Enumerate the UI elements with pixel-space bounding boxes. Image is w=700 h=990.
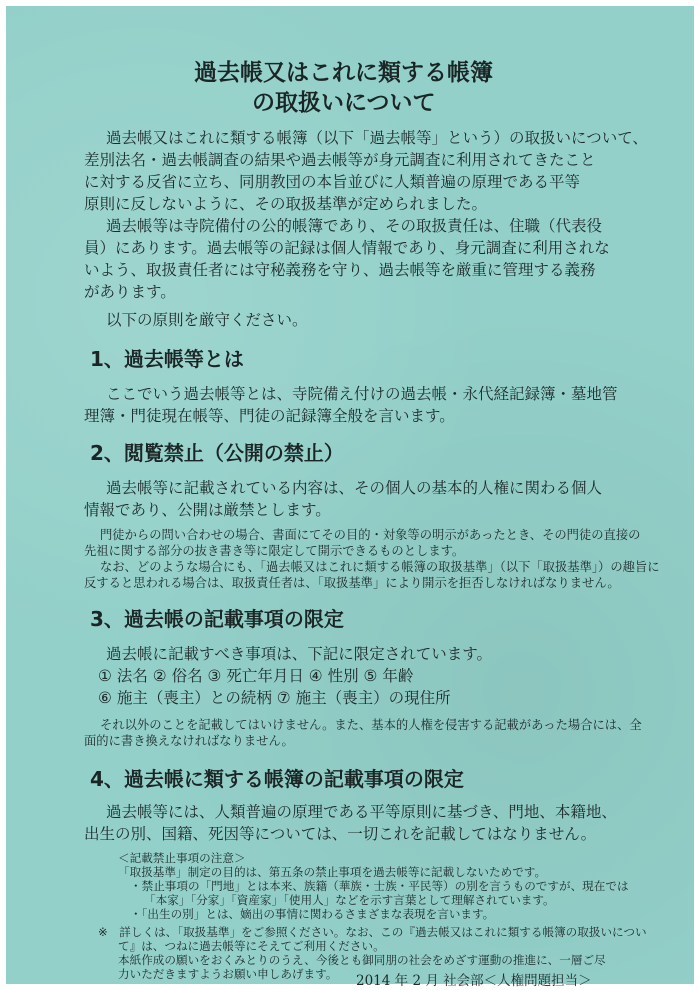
section-3-note-2: 面的に書き換えなければなりません。 bbox=[84, 734, 294, 748]
intro-line-8: があります。 bbox=[84, 283, 176, 301]
footnote-line-3: 本紙作成の願いをおくみとりのうえ、今後とも御同朋の社会をめざす運動の推進に、一層ご尽 bbox=[118, 953, 606, 967]
section-2-line-1: 過去帳等に記載されている内容は、その個人の基本的人権に関わる個人 bbox=[106, 479, 603, 497]
section-3-note-1: それ以外のことを記載してはいけません。また、基本的人権を侵害する記載があった場合には、全 bbox=[100, 718, 642, 732]
section-2-note-2: 先祖に関する部分の抜き書き等に限定して開示できるものとします。 bbox=[84, 544, 465, 558]
section-4-note-1: ＜記載禁止事項の注意＞ bbox=[118, 851, 246, 865]
section-3-heading: 3、過去帳の記載事項の限定 bbox=[90, 607, 344, 631]
title-line-1: 過去帳又はこれに類する帳簿 bbox=[194, 60, 493, 86]
intro-line-3: に対する反省に立ち、同朋教団の本旨並びに人類普遍の原理である平等 bbox=[84, 173, 581, 191]
section-4-line-2: 出生の別、国籍、死因等については、一切これを記載してはなりません。 bbox=[84, 825, 597, 843]
section-1-line-1: ここでいう過去帳等とは、寺院備え付けの過去帳・永代経記録簿・墓地管 bbox=[106, 385, 618, 403]
section-2-note-1: 門徒からの問い合わせの場合、書面にてその目的・対象等の明示があったとき、その門徒の直接の bbox=[100, 528, 641, 542]
principles-intro: 以下の原則を厳守ください。 bbox=[106, 311, 308, 329]
section-4-note-3: ・禁止事項の「門地」とは本来、族籍（華族・士族・平民等）の別を言うものですが、現在では bbox=[130, 879, 629, 893]
section-3-items-1: ① 法名 ② 俗名 ③ 死亡年月日 ④ 性別 ⑤ 年齢 bbox=[98, 667, 414, 685]
section-4-line-1: 過去帳等には、人類普遍の原理である平等原則に基づき、門地、本籍地、 bbox=[106, 803, 617, 821]
section-2-heading: 2、閲覧禁止（公開の禁止） bbox=[90, 441, 344, 465]
intro-line-4: 原則に反しないように、その取扱基準が定められました。 bbox=[84, 195, 488, 213]
intro-line-7: いよう、取扱責任者には守秘義務を守り、過去帳等を厳重に管理する義務 bbox=[84, 261, 596, 279]
section-1-line-2: 理簿・門徒現在帳等、門徒の記録簿全般を言います。 bbox=[84, 407, 455, 425]
intro-line-6: 員）にあります。過去帳等の記録は個人情報であり、身元調査に利用されな bbox=[84, 239, 610, 257]
section-1-heading: 1、過去帳等とは bbox=[90, 347, 244, 371]
intro-line-1: 過去帳又はこれに類する帳簿（以下「過去帳等」という）の取扱いについて、 bbox=[106, 129, 648, 147]
footnote-line-2: て』は、つねに過去帳等にそえてご利用ください。 bbox=[118, 939, 385, 953]
intro-line-2: 差別法名・過去帳調査の結果や過去帳等が身元調査に利用されてきたこと bbox=[84, 151, 596, 169]
footnote-line-4: 力いただきますようお願い申しあげます。 bbox=[118, 967, 338, 981]
section-4-note-2: 「取扱基準」制定の目的は、第五条の禁止事項を過去帳等に記載しないためです。 bbox=[118, 865, 547, 879]
title-line-2: の取扱いについて bbox=[252, 90, 436, 116]
signature: 2014 年 2 月 社会部＜人権問題担当＞ bbox=[356, 973, 592, 989]
intro-line-5: 過去帳等は寺院備付の公的帳簿であり、その取扱責任は、住職（代表役 bbox=[106, 217, 603, 235]
section-3-line-1: 過去帳に記載すべき事項は、下記に限定されています。 bbox=[106, 645, 492, 663]
section-3-items-2: ⑥ 施主（喪主）との続柄 ⑦ 施主（喪主）の現住所 bbox=[98, 689, 451, 707]
section-4-note-5: ・「出生の別」とは、嫡出の事情に関わるさまざまな表現を言います。 bbox=[130, 907, 495, 921]
section-4-note-4: 「本家」「分家」「資産家」「使用人」などを示す言葉として理解されています。 bbox=[144, 893, 555, 907]
footnote-line-1: ※ 詳しくは、「取扱基準」をご参照ください。なお、この『過去帳又はこれに類する帳簿の取扱いについ bbox=[98, 925, 647, 939]
section-2-line-2: 情報であり、公開は厳禁とします。 bbox=[84, 501, 331, 519]
section-2-note-3: なお、どのような場合にも、「過去帳又はこれに類する帳簿の取扱基準」（以下「取扱基準」）の趣旨に bbox=[100, 560, 660, 574]
section-2-note-4: 反すると思われる場合は、取扱責任者は、「取扱基準」により開示を拒否しなければなりません。 bbox=[84, 576, 620, 590]
section-4-heading: 4、過去帳に類する帳簿の記載事項の限定 bbox=[90, 767, 464, 791]
